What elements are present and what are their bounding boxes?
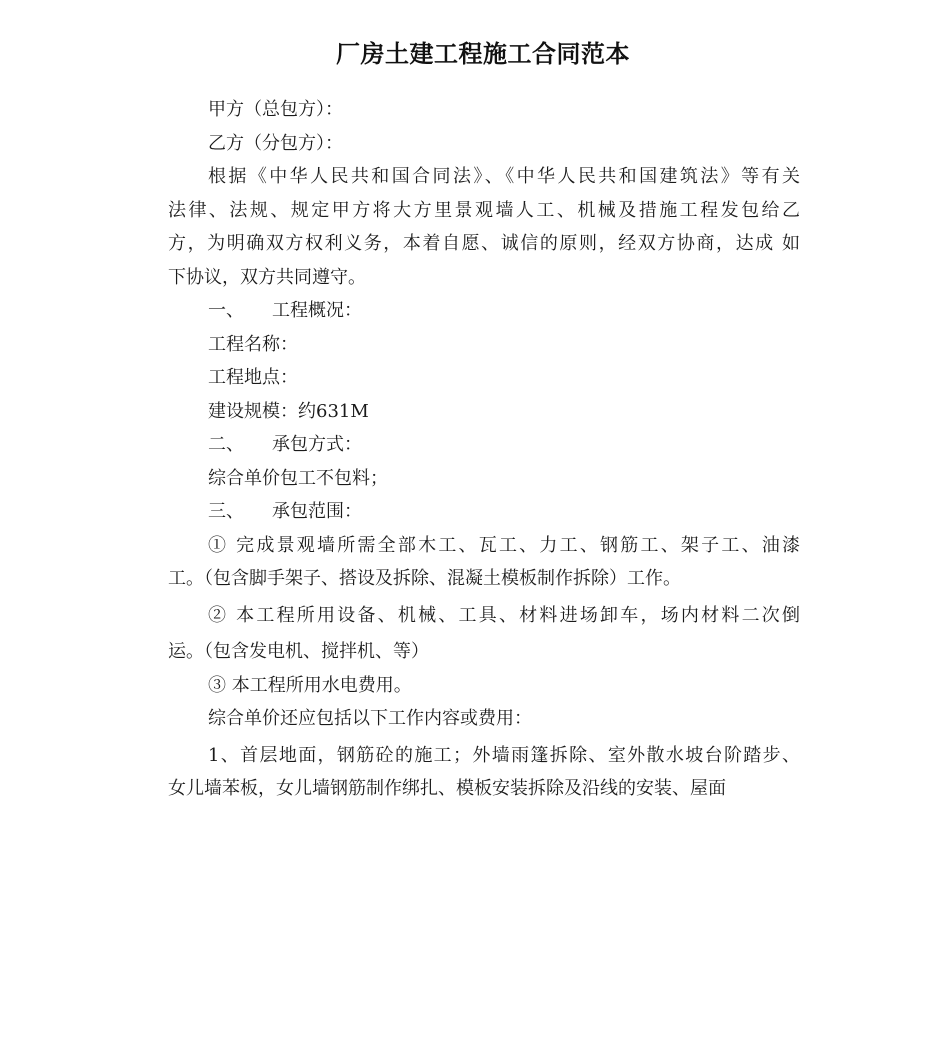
section-2-title: 承包方式： xyxy=(272,434,362,455)
clause-1-line-2: 女儿墙苯板，女儿墙钢筋制作绑扎、模板安装拆除及沿线的安装、屋面 xyxy=(168,778,726,799)
scope-item-3-line: ③ 本工程所用水电费用。 xyxy=(208,674,412,696)
contract-method-line: 综合单价包工不包料； xyxy=(208,467,388,489)
clause-1-line-1: 1、首层地面，钢筋砼的施工；外墙雨篷拆除、室外散水坡台阶踏步、 xyxy=(208,744,800,766)
project-name-line: 工程名称： xyxy=(208,333,298,355)
scope-item-1-line-1: ① 完成景观墙所需全部木工、瓦工、力工、钢筋工、架子工、油漆 xyxy=(208,534,800,556)
section-2-heading xyxy=(168,428,800,462)
section-3-heading xyxy=(168,495,800,529)
scope-item-1-line-2: 工。（包含脚手架子、搭设及拆除、混凝土模板制作拆除）工作。 xyxy=(168,568,681,589)
project-location-line: 工程地点： xyxy=(208,367,298,388)
party-b-line: 乙方（分包方）： xyxy=(208,132,343,154)
intro-line-4: 下协议，双方共同遵守。 xyxy=(168,266,366,288)
section-3-number: 三、 xyxy=(208,501,244,522)
unit-price-note-line: 综合单价还应包括以下工作内容或费用： xyxy=(208,708,532,729)
document-title: 厂房土建工程施工合同范本 xyxy=(336,40,630,68)
project-scale-line: 建设规模：约631M xyxy=(208,400,369,422)
section-3-title: 承包范围： xyxy=(272,501,362,522)
section-2-number: 二、 xyxy=(208,434,244,455)
intro-line-3: 方，为明确双方权利义务，本着自愿、诚信的原则，经双方协商，达成 如 xyxy=(168,233,800,254)
section-1-title: 工程概况： xyxy=(272,300,362,321)
intro-line-2: 法律、法规、规定甲方将大方里景观墙人工、机械及措施工程发包给乙 xyxy=(168,199,800,221)
scope-item-2-line-2: 运。（包含发电机、搅拌机、等） xyxy=(168,641,429,662)
document-body xyxy=(168,93,800,806)
intro-line-1: 根据《中华人民共和国合同法》、《中华人民共和国建筑法》等有关 xyxy=(208,166,800,187)
party-a-line: 甲方（总包方）： xyxy=(208,99,343,120)
scope-item-2-line-1: ② 本工程所用设备、机械、工具、材料进场卸车，场内材料二次倒 xyxy=(208,604,800,626)
section-1-heading xyxy=(168,294,800,328)
section-1-number: 一、 xyxy=(208,300,244,321)
